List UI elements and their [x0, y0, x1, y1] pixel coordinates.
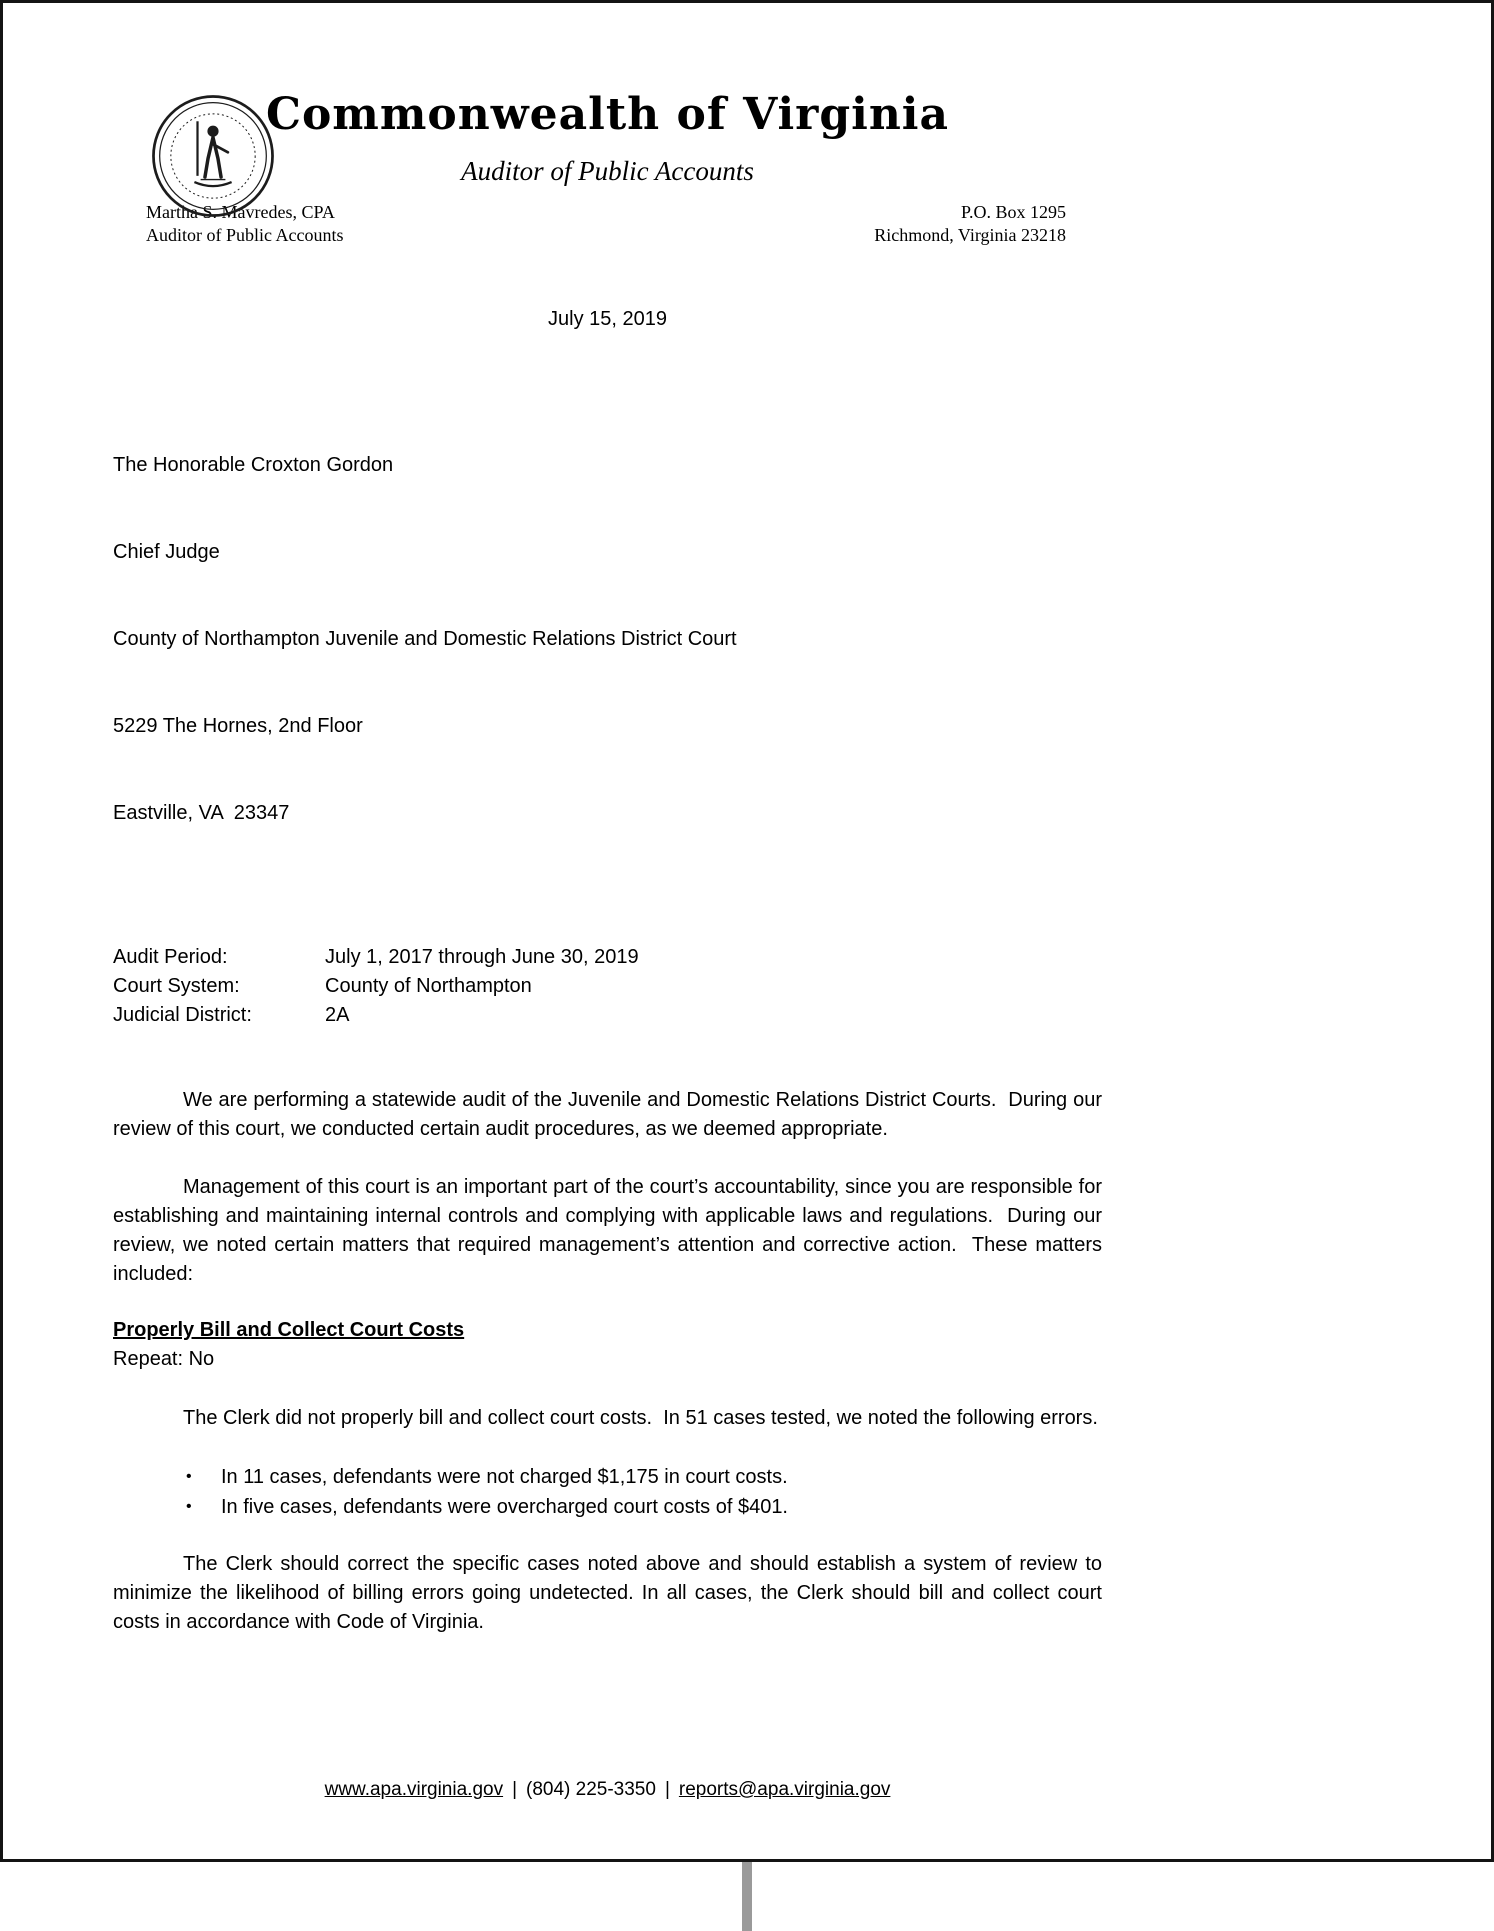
audit-info-row — [113, 1001, 1102, 1030]
recipient-line: Eastville, VA 23347 — [113, 802, 290, 824]
org-title: Commonwealth of Virginia — [265, 89, 950, 140]
body-paragraph-1: We are performing a statewide audit of the Juvenile and Domestic Relations District Courts. During our review of this court, we conducted certain audit procedures, as we deemed appropriate. — [113, 1089, 1108, 1140]
page-gap — [0, 1862, 1494, 1931]
audit-info-value: July 1, 2017 through June 30, 2019 — [325, 946, 639, 968]
bullet-icon: • — [186, 1498, 192, 1515]
po-box: P.O. Box 1295 — [960, 202, 1066, 222]
finding-item — [113, 1492, 1102, 1522]
city-state-zip: Richmond, Virginia 23218 — [874, 225, 1066, 245]
finding-heading: Properly Bill and Collect Court Costs — [113, 1319, 465, 1341]
finding-item — [113, 1462, 1102, 1492]
repeat-status: Repeat: No — [113, 1348, 215, 1370]
audit-info-label: Court System: — [113, 975, 240, 997]
body-paragraph-4: The Clerk should correct the specific cases noted above and should establish a system of review to minimize the likelihood of billing errors going undetected. In all cases, the Clerk should bill and collect court costs in accordance with Code of Virginia. — [113, 1553, 1108, 1633]
page-divider — [742, 1862, 752, 1931]
body-paragraph-3: The Clerk did not properly bill and collect court costs. In 51 cases tested, we noted the following errors. — [183, 1407, 1098, 1429]
audit-info-label: Audit Period: — [113, 946, 228, 968]
recipient-line: The Honorable Croxton Gordon — [113, 454, 394, 476]
org-subtitle: Auditor of Public Accounts — [461, 156, 754, 186]
findings-list — [113, 1462, 1102, 1522]
letter-footer — [113, 1776, 1102, 1803]
footer-website-link[interactable]: www.apa.virginia.gov — [324, 1779, 504, 1800]
audit-info-value: 2A — [325, 1004, 350, 1026]
finding-text: In 11 cases, defendants were not charged $1,175 in court costs. — [221, 1466, 788, 1488]
auditor-name: Martha S. Mavredes, CPA — [146, 202, 335, 222]
audit-info-label: Judicial District: — [113, 1004, 252, 1026]
auditor-title: Auditor of Public Accounts — [146, 225, 344, 245]
audit-info-row — [113, 943, 1102, 972]
bullet-icon: • — [186, 1468, 192, 1485]
recipient-line: Chief Judge — [113, 541, 220, 563]
footer-phone: (804) 225-3350 — [526, 1779, 656, 1800]
audit-info-row — [113, 972, 1102, 1001]
audit-info-value: County of Northampton — [325, 975, 532, 997]
finding-text: In five cases, defendants were overcharged court costs of $401. — [221, 1496, 788, 1518]
virginia-state-seal-icon — [151, 94, 275, 218]
footer-separator: | — [512, 1779, 518, 1800]
footer-email-link[interactable]: reports@apa.virginia.gov — [678, 1779, 891, 1800]
office-address-block — [874, 201, 1066, 247]
body-paragraph-2: Management of this court is an important part of the court’s accountability, since you are responsible for establishing and maintaining internal controls and complying with applicable laws and regulations. During our review, we noted certain matters that required management’s attention and corrective action. These matters included: — [113, 1176, 1108, 1285]
letterhead — [113, 88, 1102, 247]
recipient-address — [113, 393, 1102, 886]
letter-date: July 15, 2019 — [548, 308, 667, 330]
recipient-line: County of Northampton Juvenile and Domestic Relations District Court — [113, 628, 737, 650]
recipient-line: 5229 The Hornes, 2nd Floor — [113, 715, 363, 737]
footer-separator: | — [664, 1779, 670, 1800]
audit-info — [113, 943, 1102, 1030]
